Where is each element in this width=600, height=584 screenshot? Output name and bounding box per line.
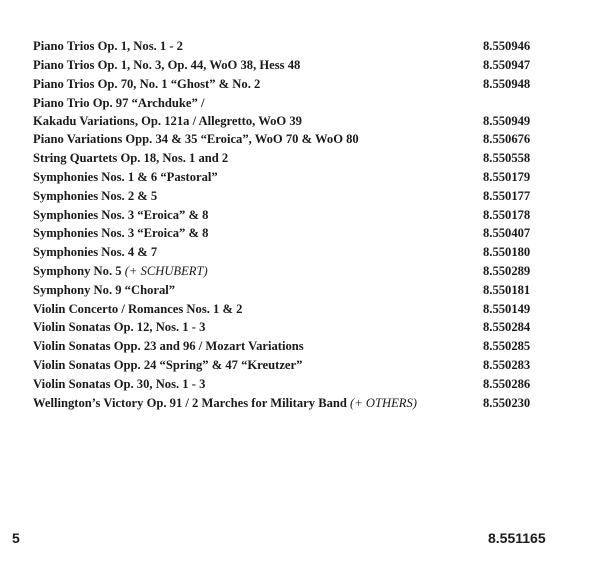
work-title-line-1: Piano Trio Op. 97 “Archduke” / — [33, 96, 205, 111]
work-title-main: Symphony No. 5 — [33, 263, 125, 278]
work-title-suffix: (+ SCHUBERT) — [124, 263, 208, 278]
catalogue-row — [33, 243, 543, 262]
work-title: Piano Trios Op. 70, No. 1 “Ghost” & No. 2 — [33, 76, 261, 91]
work-title-main: Wellington’s Victory Op. 91 / 2 Marches for Military Band — [33, 395, 351, 410]
work-title: Piano Trios Op. 1, No. 3, Op. 44, WoO 38, Hess 48 — [33, 57, 301, 72]
work-title: Symphonies Nos. 2 & 5 — [33, 188, 158, 203]
catalogue-number: 8.550948 — [483, 76, 531, 91]
work-title: Symphony No. 9 “Choral” — [33, 282, 176, 297]
work-title-suffix: (+ OTHERS) — [350, 395, 417, 410]
catalogue-code: 8.551165 — [488, 530, 546, 546]
work-title: Violin Sonatas Opp. 23 and 96 / Mozart Variations — [33, 339, 304, 354]
catalogue-row — [33, 149, 543, 168]
catalogue-row — [33, 394, 543, 413]
catalogue-number: 8.550946 — [483, 39, 531, 53]
catalogue-number: 8.550947 — [483, 57, 531, 72]
work-title: Symphonies Nos. 1 & 6 “Pastoral” — [33, 169, 218, 184]
catalogue-number: 8.550949 — [483, 113, 531, 128]
work-title: Symphonies Nos. 3 “Eroica” & 8 — [33, 226, 209, 241]
catalogue-row — [33, 130, 543, 149]
work-title: Violin Sonatas Opp. 24 “Spring” & 47 “Kreutzer” — [33, 357, 303, 372]
catalogue-row — [33, 206, 543, 225]
catalogue-row — [33, 37, 543, 56]
work-title: Piano Trios Op. 1, Nos. 1 - 2 — [33, 39, 183, 53]
page-number: 5 — [12, 530, 20, 546]
catalogue-row — [33, 168, 543, 187]
catalogue-number: 8.550283 — [483, 357, 531, 372]
work-title: Piano Variations Opp. 34 & 35 “Eroica”, WoO 70 & WoO 80 — [33, 132, 359, 147]
catalogue-number: 8.550676 — [483, 132, 531, 147]
catalogue-number: 8.550407 — [483, 226, 531, 241]
catalogue-number: 8.550180 — [483, 245, 531, 260]
work-title — [33, 394, 483, 413]
work-title: String Quartets Op. 18, Nos. 1 and 2 — [33, 151, 229, 166]
work-title — [33, 262, 483, 281]
catalogue-row — [33, 224, 543, 243]
work-title: Violin Sonatas Op. 12, Nos. 1 - 3 — [33, 320, 206, 335]
catalogue-number: 8.550286 — [483, 376, 531, 391]
work-title: Symphonies Nos. 4 & 7 — [33, 245, 158, 260]
catalogue-row — [33, 375, 543, 394]
work-title-line-2: Kakadu Variations, Op. 121a / Allegretto, WoO 39 — [33, 113, 302, 128]
catalogue-number: 8.550285 — [483, 339, 531, 354]
catalogue-row — [33, 300, 543, 319]
catalogue-number: 8.550181 — [483, 282, 531, 297]
catalogue-row — [33, 93, 543, 130]
catalogue-row — [33, 318, 543, 337]
catalogue-number: 8.550177 — [483, 188, 531, 203]
catalogue-row — [33, 75, 543, 94]
catalogue-number: 8.550289 — [483, 263, 531, 278]
catalogue-row — [33, 356, 543, 375]
catalogue-row — [33, 56, 543, 75]
catalogue-row — [33, 262, 543, 281]
catalogue-row — [33, 337, 543, 356]
catalogue-number: 8.550230 — [483, 395, 531, 410]
catalogue-list — [33, 37, 543, 412]
catalogue-number: 8.550284 — [483, 320, 531, 335]
work-title: Violin Concerto / Romances Nos. 1 & 2 — [33, 301, 243, 316]
work-title: Violin Sonatas Op. 30, Nos. 1 - 3 — [33, 376, 206, 391]
catalogue-row — [33, 281, 543, 300]
work-title: Symphonies Nos. 3 “Eroica” & 8 — [33, 207, 209, 222]
work-title — [33, 95, 483, 130]
catalogue-number: 8.550149 — [483, 301, 531, 316]
catalogue-number: 8.550558 — [483, 151, 531, 166]
catalogue-number: 8.550178 — [483, 207, 531, 222]
catalogue-number: 8.550179 — [483, 169, 531, 184]
catalogue-row — [33, 187, 543, 206]
